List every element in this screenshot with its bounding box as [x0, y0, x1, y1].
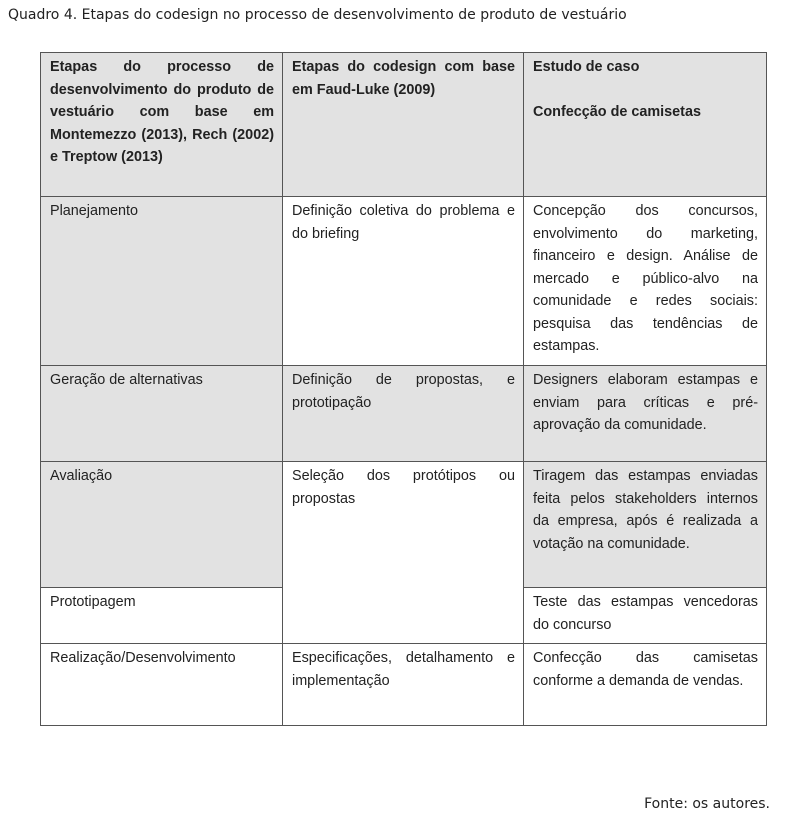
- cell-estudo: Teste das estampas vencedoras do concurso: [524, 588, 767, 644]
- table-row: [41, 462, 767, 588]
- header-case-study: [524, 53, 767, 197]
- cell-etapa: Avaliação: [41, 462, 283, 588]
- cell-etapa: Realização/Desenvolvimento: [41, 644, 283, 726]
- source-note: Fonte: os autores.: [644, 796, 770, 812]
- table-row: [41, 366, 767, 462]
- codesign-stages-table: [40, 52, 767, 726]
- cell-etapa: Prototipagem: [41, 588, 283, 644]
- cell-codesign: Especificações, detalhamento e implementação: [283, 644, 524, 726]
- cell-etapa: Geração de alternativas: [41, 366, 283, 462]
- cell-estudo: Tiragem das estampas enviadas feita pelos stakeholders internos da empresa, após é realizada a votação na comunidade.: [524, 462, 767, 588]
- table-caption: Quadro 4. Etapas do codesign no processo de desenvolvimento de produto de vestuário: [8, 7, 627, 23]
- cell-codesign: Definição coletiva do problema e do briefing: [283, 197, 524, 366]
- cell-estudo: Confecção das camisetas conforme a demanda de vendas.: [524, 644, 767, 726]
- header-case-study-subtitle: Confecção de camisetas: [533, 103, 701, 120]
- cell-codesign: Definição de propostas, e prototipação: [283, 366, 524, 462]
- header-codesign-stages: Etapas do codesign com base em Faud-Luke (2009): [283, 53, 524, 197]
- cell-estudo: Designers elaboram estampas e enviam para críticas e pré-aprovação da comunidade.: [524, 366, 767, 462]
- table-header-row: [41, 53, 767, 197]
- table-row: [41, 197, 767, 366]
- cell-etapa: Planejamento: [41, 197, 283, 366]
- header-case-study-title: Estudo de caso: [533, 59, 640, 75]
- header-process-stages: Etapas do processo de desenvolvimento do produto de vestuário com base em Montemezzo (2013), Rech (2002) e Treptow (2013): [41, 53, 283, 197]
- cell-estudo: Concepção dos concursos, envolvimento do marketing, financeiro e design. Análise de mercado e público-alvo na comunidade e redes sociais: pesquisa das tendências de estampas.: [524, 197, 767, 366]
- table-row: [41, 644, 767, 726]
- cell-codesign: Seleção dos protótipos ou propostas: [283, 462, 524, 644]
